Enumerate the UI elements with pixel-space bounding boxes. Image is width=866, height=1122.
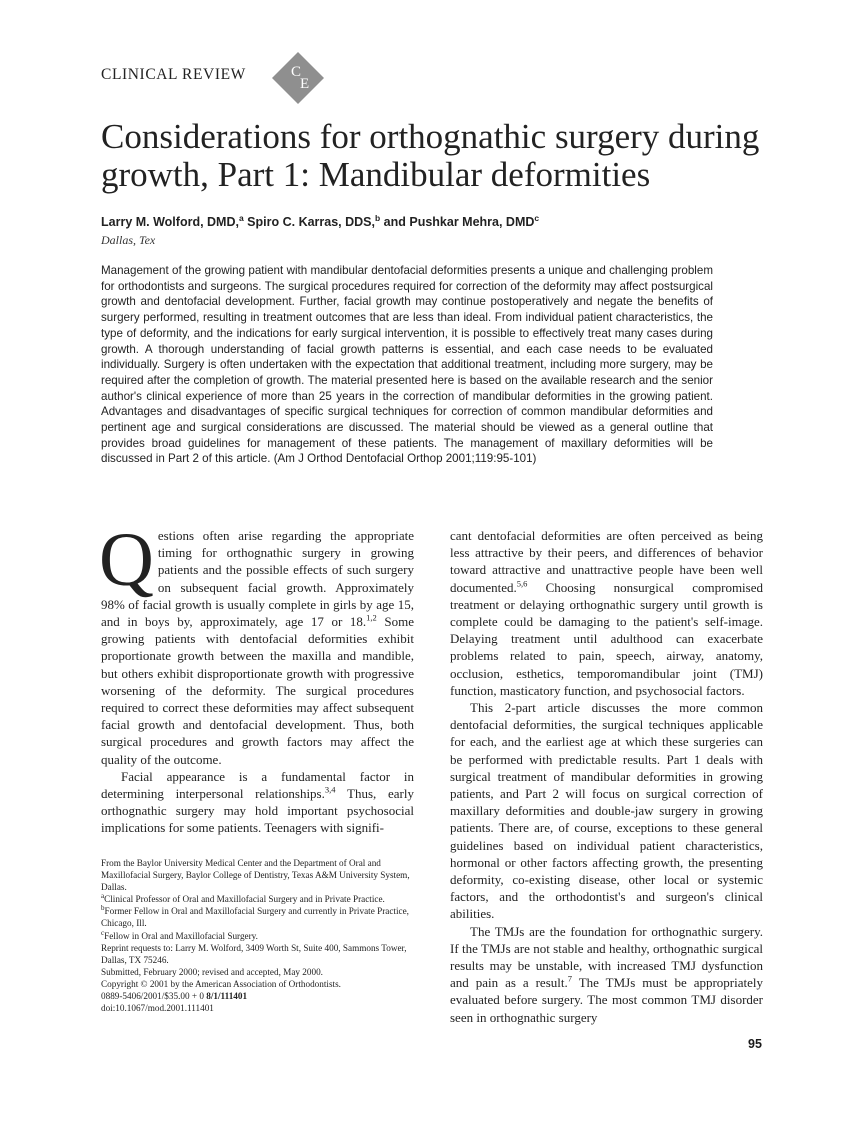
footnote-submitted: Submitted, February 2000; revised and accepted, May 2000. [101,966,323,977]
author-list [101,212,781,229]
body-column-left [99,518,414,837]
footnote-c [101,930,416,942]
footnote-affiliation: From the Baylor University Medical Center and the Department of Oral and Maxillofacial Surgery, Baylor College of Dentistry, Texas A&M University System, Dallas. [101,858,410,893]
footnote-mark: b [101,904,105,913]
footnote-issn [101,990,416,1002]
footnote-copyright: Copyright © 2001 by the American Association of Orthodontists. [101,978,341,989]
body-column-right [450,527,763,1026]
body-paragraph [101,768,414,837]
body-paragraph [450,923,763,1026]
body-paragraph [99,518,414,768]
ce-badge-letter-e: E [300,76,310,92]
abstract: Management of the growing patient with mandibular dentofacial deformities presents a unique and challenging problem for orthodontists and surgeons. The surgical procedures required for correction of the deformity may affect postsurgical growth and dentofacial development. Further, facial growth may continue postoperatively and negate the benefits of surgery performed, resulting in treatment outcomes that are less than ideal. From individual patient characteristics, the type of deformity, and the indications for early surgical intervention, it is possible to effectively treat many cases during growth. A thorough understanding of facial growth patterns is essential, and each case needs to be evaluated individually. Surgery is often undertaken with the expectation that additional treatment, including more surgery, may be required after the completion of growth. The material presented here is based on the available research and the senior author's clinical experience of more than 25 years in the correction of mandibular deformities in the growing patient. Advantages and disadvantages of specific surgical techniques for correction of common mandibular deformities and pertinent age and surgical considerations are discussed. The material should be viewed as a general outline that provides broad guidelines for management of these patients. The management of maxillary deformities will be discussed in Part 2 of this article. (Am J Orthod Dentofacial Orthop 2001;119:95-101) [101,264,713,466]
body-text: The TMJs must be appropriately evaluated before surgery. The most common TMJ disorder seen in orthognathic surgery [450,975,764,1025]
citation-ref: 7 [567,973,572,984]
body-text: Some growing patients with dentofacial deformities exhibit proportionate growth between the maxilla and mandible, but others exhibit disproportionate growth with progressive worsening of the deformity. The surgical procedures required to correct these deformities may affect subsequent facial growth and dentofacial development. Thus, both surgical procedures and growth factors may affect the quality of the outcome. [101,614,414,767]
page-header [101,58,501,102]
citation-ref: 5,6 [516,578,528,589]
body-text: Choosing nonsurgical compromised treatment or delaying orthognathic surgery until growth is complete could be damaging to the patient's self-image. Delaying treatment until adulthood can exacerbate problems related to pain, speech, airway, anatomy, occlusion, esthetics, temporomandibular joint (TMJ) function, masticatory function, and psychosocial factors. [450,579,763,698]
author-name: Larry M. Wolford, DMD, [101,215,239,229]
footnote-b [101,905,416,929]
body-paragraph [450,527,763,699]
body-text: cant dentofacial deformities are often perceived as being less attractive by their peers, and differences of behavior toward attractive and unattractive people have been well documented. [450,528,763,595]
author-name: and Pushkar Mehra, DMD [380,215,535,229]
author-name: Spiro C. Karras, DDS, [243,215,375,229]
body-text: Thus, early orthognathic surgery may hold important psychosocial implications for some patients. Teenagers with signifi- [101,786,414,836]
footnotes [101,857,416,1014]
author-affiliation-mark: c [534,212,540,223]
footnote-doi: doi:10.1067/mod.2001.111401 [101,1003,214,1014]
page-number: 95 [748,1037,762,1051]
citation-ref: 3,4 [324,784,336,795]
citation-ref: 1,2 [366,612,377,623]
ce-badge-letter-c: C [291,64,302,80]
body-text: The TMJs are the foundation for orthognathic surgery. If the TMJs are not stable and healthy, orthognathic surgical results may be unstable, with increased TMJ dysfunction and pain as a result. [450,923,763,991]
body-text: estions often arise regarding the appropriate timing for orthognathic surgery in growing patients and the possible effects of such surgery on subsequent facial growth. Approximately 98% of facial growth is usually complete in girls by age 15, and in boys by, approximately, age 17 or 18. [101,528,414,630]
body-text: Facial appearance is a fundamental factor in determining interpersonal relationships. [101,768,414,802]
footnote-a [101,893,416,905]
footnote-text: Former Fellow in Oral and Maxillofacial Surgery and currently in Private Practice, Chicago, Ill. [101,906,409,929]
author-affiliation-mark: b [375,212,381,223]
drop-cap: Q [99,518,154,602]
footnote-text: Clinical Professor of Oral and Maxillofacial Surgery and in Private Practice. [104,894,385,905]
issn-text: 0889-5406/2001/$35.00 + 0 [101,991,207,1002]
section-label: CLINICAL REVIEW [101,66,246,83]
footnote-mark: c [101,928,105,937]
footnote-mark: a [101,892,105,901]
ce-badge-icon [272,52,324,104]
article-title: Considerations for orthognathic surgery during growth, Part 1: Mandibular deformities [101,117,760,194]
issn-code: 8/1/111401 [206,991,248,1002]
body-paragraph: This 2-part article discusses the more common dentofacial deformities, the surgical techniques applicable for each, and the earliest age at which these surgeries can be performed with predictable results. Part 1 deals with surgical treatment of mandibular deformities in growing patients, and Part 2 will focus on surgical correction of maxillary deformities and double-jaw surgery in growing patients. There are, of course, exceptions to these general guidelines based on individual patient characteristics, hormonal or other factors affecting growth, the presenting deformity, co-existing disease, other local or systemic factors, and the orthodontist's and surgeon's clinical abilities. [450,700,763,922]
author-location: Dallas, Tex [101,233,156,247]
footnote-reprint: Reprint requests to: Larry M. Wolford, 3409 Worth St, Suite 400, Sammons Tower, Dallas, TX 75246. [101,942,407,965]
author-affiliation-mark: a [238,212,244,223]
footnote-text: Fellow in Oral and Maxillofacial Surgery. [104,930,258,941]
